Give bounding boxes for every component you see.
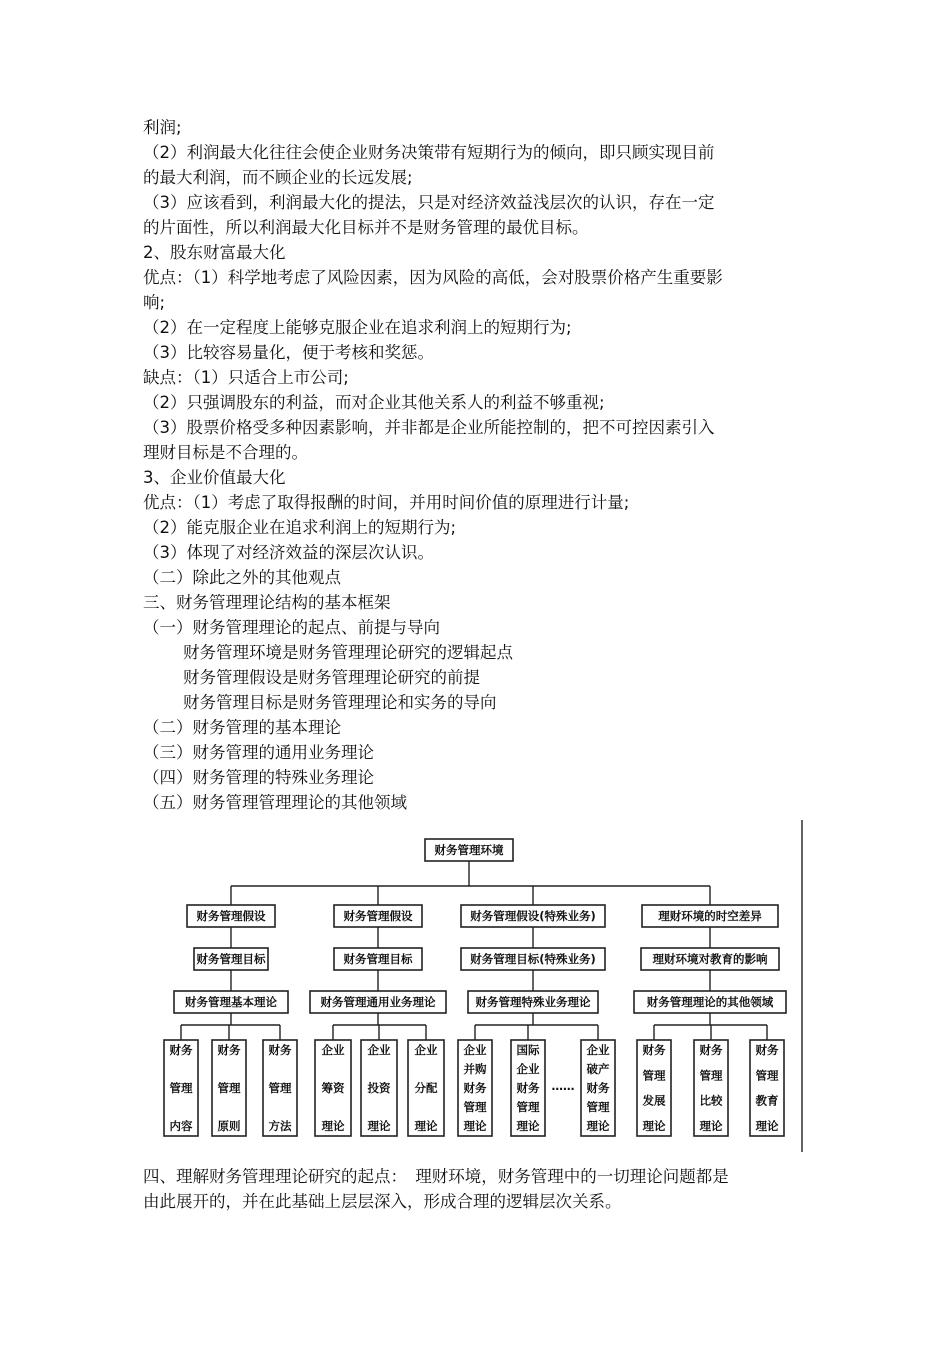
leaf-label: 方法 [268,1119,292,1133]
paragraph-line: 财务管理环境是财务管理理论研究的逻辑起点 [183,643,513,662]
paragraph-line: （二）除此之外的其他观点 [143,568,341,587]
leaf-label: 比较 [699,1093,723,1108]
goal-box-label: 财务管理目标 [343,952,413,966]
leaf-label: 发展 [642,1093,666,1108]
paragraph-line: 响; [143,293,166,312]
paragraph-line: 缺点：（1）只适合上市公司; [143,368,349,387]
paragraph-line: （3）股票价格受多种因素影响，并非都是企业所能控制的，把不可控因素引入 [143,418,715,437]
paragraph-line: （3）体现了对经济效益的深层次认识。 [143,543,434,562]
leaf-label: 理论 [699,1119,723,1133]
leaf-label: 管理 [516,1100,540,1114]
leaf-label: 财务 [217,1043,241,1057]
ellipsis-label: …… [551,1079,575,1093]
paragraph-line: （2）利润最大化往往会使企业财务决策带有短期行为的倾向，即只顾实现目前 [143,143,715,162]
closing-line: 由此展开的，并在此基础上层层深入，形成合理的逻辑层次关系。 [143,1192,622,1211]
leaf-label: 企业 [367,1043,391,1057]
leaf-label: 投资 [367,1081,391,1095]
leaf-label: 企业 [414,1043,438,1057]
leaf-label: 财务 [586,1081,610,1095]
leaf-label: 企业 [516,1062,540,1076]
leaf-label: 管理 [586,1100,610,1114]
paragraph-line: （2）在一定程度上能够克服企业在追求利润上的短期行为; [143,318,572,337]
paragraph-line: （五）财务管理管理理论的其他领域 [143,793,407,812]
paragraph-line: 的片面性，所以利润最大化目标并不是财务管理的最优目标。 [143,218,589,237]
paragraph-line: （2）只强调股东的利益，而对企业其他关系人的利益不够重视; [143,393,605,412]
paragraph-line: （一）财务管理理论的起点、前提与导向 [143,618,440,637]
leaf-label: 管理 [699,1068,723,1083]
leaf-label: 理论 [516,1119,540,1133]
leaf-label: 财务 [463,1081,487,1095]
section-heading: 3、企业价值最大化 [143,468,286,487]
theory-box-label: 财务管理基本理论 [185,995,277,1009]
leaf-label: 管理 [463,1100,487,1114]
paragraph-line: （四）财务管理的特殊业务理论 [143,768,374,787]
leaf-label: 理论 [586,1119,610,1133]
paragraph-line: 财务管理目标是财务管理理论和实务的导向 [183,693,497,712]
leaf-label: 管理 [217,1081,241,1095]
leaf-label: 理论 [321,1119,345,1133]
diagram-root-box-label: 财务管理环境 [434,843,504,857]
leaf-label: 管理 [268,1081,292,1095]
leaf-label: 理论 [367,1119,391,1133]
leaf-label: 企业 [586,1043,610,1057]
section-heading: 三、财务管理理论结构的基本框架 [143,593,391,612]
leaf-label: 理论 [755,1119,779,1133]
leaf-label: 财务 [516,1081,540,1095]
leaf-label: 财务 [755,1043,779,1057]
paragraph-line: （三）财务管理的通用业务理论 [143,743,374,762]
leaf-label: 管理 [755,1068,779,1083]
goal-box-label: 财务管理目标(特殊业务) [470,952,596,966]
leaf-label: 理论 [642,1119,666,1133]
leaf-label: 并购 [463,1062,487,1076]
leaf-label: 财务 [169,1043,193,1057]
paragraph-line: （2）能克服企业在追求利润上的短期行为; [143,518,457,537]
leaf-label: 教育 [755,1093,779,1108]
paragraph-line: 财务管理假设是财务管理理论研究的前提 [183,668,480,687]
leaf-label: 管理 [642,1068,666,1083]
paragraph-line: 优点：（1）考虑了取得报酬的时间，并用时间价值的原理进行计量; [143,493,630,512]
leaf-label: 内容 [169,1119,193,1133]
theory-box-label: 财务管理通用业务理论 [320,995,436,1009]
leaf-label: 管理 [169,1081,193,1095]
leaf-label: 破产 [586,1062,610,1076]
paragraph-line: （二）财务管理的基本理论 [143,718,341,737]
leaf-label: 国际 [516,1043,540,1057]
leaf-label: 理论 [463,1119,487,1133]
theory-box-label: 财务管理特殊业务理论 [475,995,591,1009]
leaf-label: 财务 [699,1043,723,1057]
paragraph-line: 的最大利润，而不顾企业的长远发展; [143,168,413,187]
leaf-label: 企业 [321,1043,345,1057]
section-heading: 2、股东财富最大化 [143,243,286,262]
paragraph-line: （3）比较容易量化，便于考核和奖惩。 [143,343,434,362]
leaf-label: 筹资 [321,1081,345,1095]
leaf-label: 企业 [463,1043,487,1057]
closing-line: 四、理解财务管理理论研究的起点： 理财环境，财务管理中的一切理论问题都是 [143,1167,729,1186]
leaf-label: 财务 [268,1043,292,1057]
paragraph-line: 利润; [143,118,182,137]
goal-box-label: 理财环境对教育的影响 [652,952,768,966]
assumption-box-label: 财务管理假设 [343,909,413,923]
leaf-label: 理论 [414,1119,438,1133]
paragraph-line: 理财目标是不合理的。 [143,443,308,462]
leaf-label: 财务 [642,1043,666,1057]
leaf-label: 分配 [414,1081,438,1095]
assumption-box-label: 理财环境的时空差异 [658,909,762,923]
paragraph-line: （3）应该看到，利润最大化的提法，只是对经济效益浅层次的认识，存在一定 [143,193,715,212]
goal-box-label: 财务管理目标 [196,952,266,966]
assumption-box-label: 财务管理假设 [196,909,266,923]
theory-box-label: 财务管理理论的其他领域 [646,995,774,1009]
leaf-label: 原则 [217,1119,241,1133]
paragraph-line: 优点：（1）科学地考虑了风险因素，因为风险的高低，会对股票价格产生重要影 [143,268,723,287]
assumption-box-label: 财务管理假设(特殊业务) [470,909,596,923]
